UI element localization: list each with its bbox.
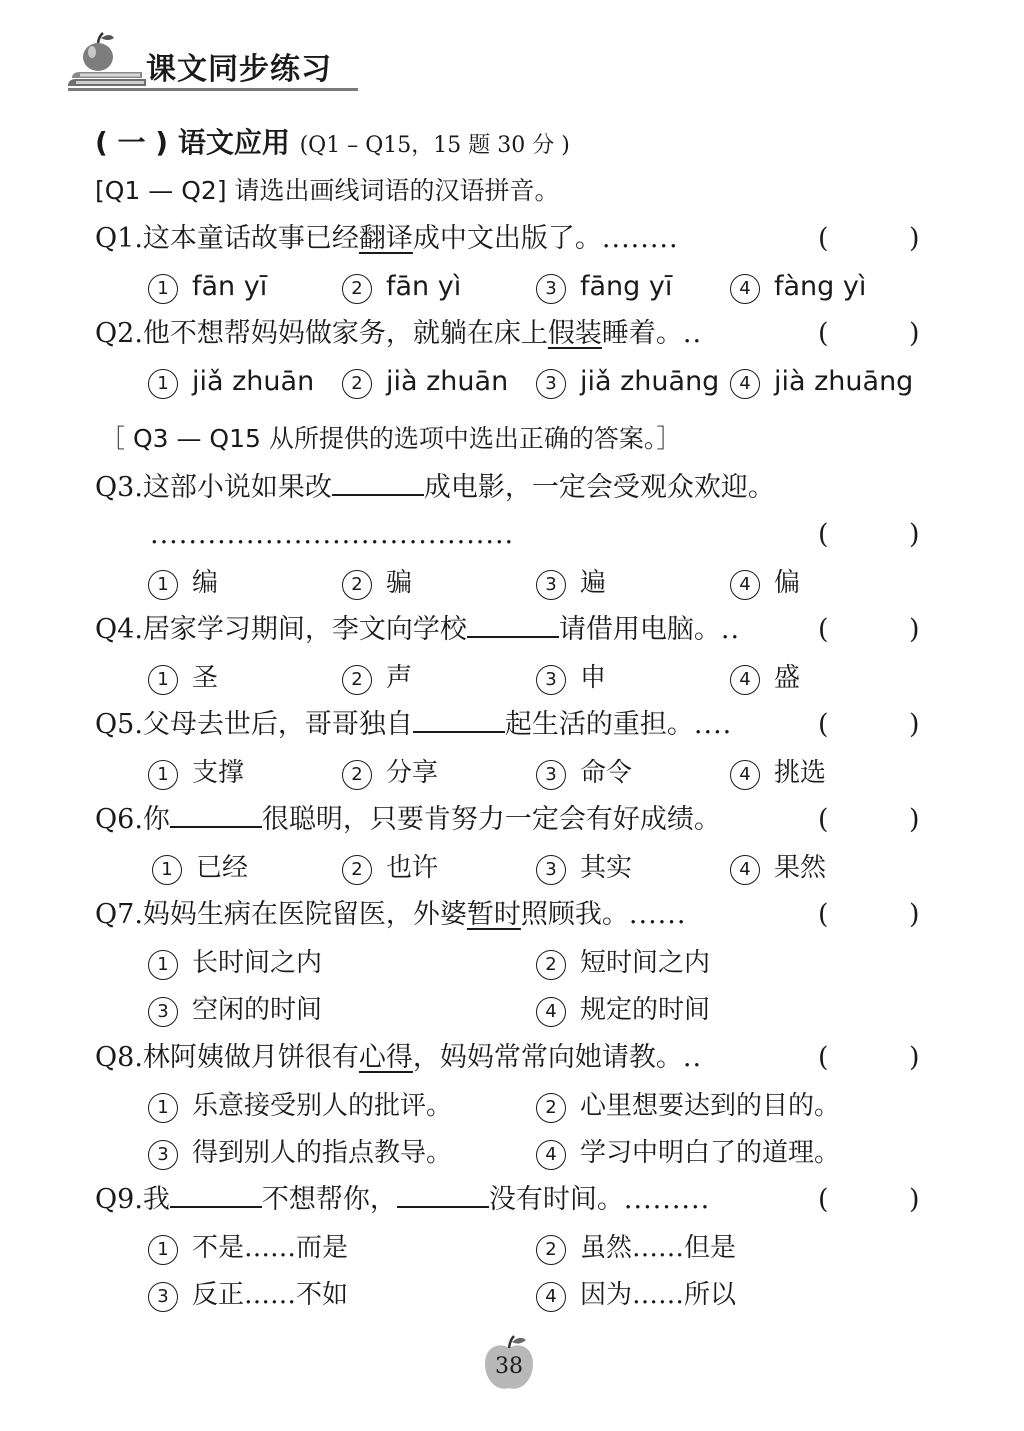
option-text: 申: [580, 663, 607, 693]
option-q1-4: [730, 270, 866, 304]
option-marker: 3: [148, 1140, 178, 1170]
instruction-q3-q15: ［ Q3 — Q15 从所提供的选项中选出正确的答案。］: [100, 424, 682, 453]
option-text: fāng yī: [580, 271, 673, 302]
underlined-word: 假装: [547, 318, 602, 349]
option-q5-2: [342, 756, 438, 790]
option-marker: 1: [148, 950, 178, 980]
option-marker: 2: [342, 274, 372, 304]
answer-paren-close: ): [909, 709, 920, 740]
page-number-badge: [482, 1334, 536, 1394]
leader-dots: ......................................: [150, 519, 515, 550]
option-text: 因为……所以: [580, 1280, 737, 1310]
option-marker: 1: [148, 760, 178, 790]
option-text: 长时间之内: [192, 948, 323, 978]
option-text: 学习中明白了的道理。: [580, 1138, 841, 1168]
option-marker: 4: [536, 997, 566, 1027]
leader-dots: ......: [628, 899, 687, 930]
answer-blank: [170, 1184, 262, 1208]
option-q5-3: [536, 756, 632, 790]
option-text: 骗: [386, 568, 413, 598]
question-text: 成中文出版了。: [412, 223, 602, 254]
header-title: 课文同步练习: [146, 52, 332, 87]
option-text: 也许: [386, 853, 439, 883]
option-marker: 3: [536, 369, 566, 399]
answer-paren-close: ): [909, 223, 920, 254]
option-text: jiǎ zhuān: [192, 366, 315, 397]
option-q4-2: [342, 661, 412, 695]
option-q8-4: [536, 1136, 840, 1170]
option-marker: 3: [536, 274, 566, 304]
question-number: Q5.: [95, 709, 143, 740]
option-q7-3: [148, 993, 322, 1027]
option-marker: 1: [148, 274, 178, 304]
option-marker: 3: [148, 1282, 178, 1312]
question-number: Q4.: [95, 614, 143, 645]
section-note: (Q1 – Q15，15 题 30 分 ): [299, 133, 570, 158]
option-text: jià zhuāng: [774, 366, 914, 397]
option-marker: 3: [536, 665, 566, 695]
option-text: 编: [192, 568, 219, 598]
underlined-word: 暂时: [466, 899, 521, 930]
option-q3-3: [536, 566, 606, 600]
option-q8-3: [148, 1136, 452, 1170]
option-text: 短时间之内: [580, 948, 711, 978]
answer-paren-open: (: [818, 804, 829, 835]
option-q2-1: [148, 365, 314, 399]
option-q2-3: [536, 365, 719, 399]
option-q6-1: [152, 851, 248, 885]
leader-dots: ..: [682, 1042, 703, 1073]
question-number: Q1.: [95, 223, 143, 254]
option-marker: 1: [148, 369, 178, 399]
question-number: Q2.: [95, 318, 143, 349]
option-text: jiǎ zhuāng: [580, 366, 720, 397]
question-text: 你: [142, 804, 170, 835]
option-q5-4: [730, 756, 826, 790]
option-marker: 4: [536, 1282, 566, 1312]
option-text: 得到别人的指点教导。: [192, 1138, 453, 1168]
answer-paren-open: (: [818, 1042, 829, 1073]
option-marker: 4: [730, 665, 760, 695]
option-q9-2: [536, 1231, 736, 1265]
question-text: 请借用电脑。: [558, 614, 721, 645]
question-text: 很聪明，只要肯努力一定会有好成绩。: [261, 804, 721, 835]
answer-paren-close: ): [909, 804, 920, 835]
option-q1-1: [148, 270, 267, 304]
question-text: 起生活的重担。: [504, 709, 694, 740]
question-q7: [95, 898, 686, 932]
option-marker: 1: [152, 855, 182, 885]
option-text: 空闲的时间: [192, 995, 323, 1025]
option-q4-4: [730, 661, 800, 695]
option-text: fān yī: [192, 271, 268, 302]
answer-blank: [413, 709, 505, 733]
option-text: 支撑: [192, 758, 245, 788]
question-text: 妈妈生病在医院留医，外婆: [142, 899, 467, 930]
option-text: 已经: [196, 853, 249, 883]
option-q6-2: [342, 851, 438, 885]
answer-paren-open: (: [818, 318, 829, 349]
option-text: 乐意接受别人的批评。: [192, 1091, 453, 1121]
option-text: fān yì: [386, 271, 462, 302]
option-q8-2: [536, 1089, 840, 1123]
option-q8-1: [148, 1089, 452, 1123]
option-q2-4: [730, 365, 913, 399]
answer-blank: [397, 1184, 489, 1208]
page-number: 38: [495, 1354, 523, 1379]
question-q9: [95, 1183, 710, 1217]
option-marker: 2: [342, 369, 372, 399]
question-q1: [95, 222, 679, 256]
option-q9-4: [536, 1278, 736, 1312]
leader-dots: ..: [682, 318, 703, 349]
question-text: 父母去世后，哥哥独自: [142, 709, 413, 740]
option-marker: 3: [536, 760, 566, 790]
answer-paren-open: (: [818, 519, 829, 550]
option-marker: 4: [730, 274, 760, 304]
question-q3: [95, 471, 775, 505]
question-text: 我: [142, 1184, 170, 1215]
question-q2: [95, 317, 702, 351]
option-text: 其实: [580, 853, 633, 883]
option-marker: 2: [342, 760, 372, 790]
option-q6-4: [730, 851, 826, 885]
option-text: 声: [386, 663, 413, 693]
answer-blank: [467, 614, 559, 638]
option-marker: 4: [730, 760, 760, 790]
option-q5-1: [148, 756, 244, 790]
option-q3-1: [148, 566, 218, 600]
question-text: 居家学习期间，李文向学校: [142, 614, 467, 645]
option-text: 分享: [386, 758, 439, 788]
question-number: Q8.: [95, 1042, 143, 1073]
option-text: jià zhuān: [386, 366, 509, 397]
option-q7-1: [148, 946, 322, 980]
question-number: Q3.: [95, 472, 143, 503]
leader-dots: .........: [623, 1184, 711, 1215]
option-text: 反正……不如: [192, 1280, 349, 1310]
answer-paren-close: ): [909, 519, 920, 550]
option-q9-1: [148, 1231, 348, 1265]
option-marker: 3: [536, 855, 566, 885]
leader-dots: ....: [693, 709, 733, 740]
option-marker: 3: [536, 570, 566, 600]
option-marker: 1: [148, 1093, 178, 1123]
option-marker: 2: [342, 855, 372, 885]
underlined-word: 翻译: [358, 223, 413, 254]
answer-paren-open: (: [818, 1184, 829, 1215]
question-text: 这部小说如果改: [142, 472, 332, 503]
option-text: 果然: [774, 853, 827, 883]
answer-paren-close: ): [909, 318, 920, 349]
option-text: 命令: [580, 758, 633, 788]
answer-paren-close: ): [909, 1042, 920, 1073]
answer-paren-open: (: [818, 899, 829, 930]
option-text: 虽然……但是: [580, 1233, 737, 1263]
option-text: 规定的时间: [580, 995, 711, 1025]
question-text: 没有时间。: [488, 1184, 624, 1215]
option-text: 圣: [192, 663, 219, 693]
option-marker: 1: [148, 1235, 178, 1265]
option-q7-2: [536, 946, 710, 980]
question-text: 成电影，一定会受观众欢迎。: [423, 472, 775, 503]
option-marker: 2: [342, 570, 372, 600]
option-marker: 3: [148, 997, 178, 1027]
question-text: ，妈妈常常向她请教。: [412, 1042, 683, 1073]
option-text: 盛: [774, 663, 801, 693]
option-q7-4: [536, 993, 710, 1027]
answer-blank: [332, 472, 424, 496]
option-q1-3: [536, 270, 672, 304]
instruction-q1-q2: [Q1 — Q2] 请选出画线词语的汉语拼音。: [95, 176, 560, 205]
answer-paren-close: ): [909, 899, 920, 930]
question-text: 他不想帮妈妈做家务，就躺在床上: [142, 318, 548, 349]
answer-blank: [170, 804, 262, 828]
option-marker: 1: [148, 570, 178, 600]
question-text: 不想帮你，: [261, 1184, 397, 1215]
question-number: Q9.: [95, 1184, 143, 1215]
option-q9-3: [148, 1278, 348, 1312]
option-marker: 4: [730, 570, 760, 600]
answer-paren-open: (: [818, 223, 829, 254]
question-q8: [95, 1041, 702, 1075]
question-q4: [95, 613, 740, 647]
option-marker: 2: [536, 1235, 566, 1265]
option-q2-2: [342, 365, 508, 399]
option-marker: 2: [536, 950, 566, 980]
question-text: 睡着。: [601, 318, 683, 349]
leader-dots: ..: [720, 614, 741, 645]
option-marker: 4: [730, 855, 760, 885]
question-q6: [95, 803, 721, 837]
answer-paren-close: ): [909, 1184, 920, 1215]
question-number: Q7.: [95, 899, 143, 930]
question-text: 这本童话故事已经: [142, 223, 359, 254]
option-marker: 1: [148, 665, 178, 695]
option-marker: 4: [730, 369, 760, 399]
option-q3-4: [730, 566, 800, 600]
option-q4-1: [148, 661, 218, 695]
answer-paren-open: (: [818, 614, 829, 645]
option-q6-3: [536, 851, 632, 885]
section-title: [95, 126, 570, 163]
leader-dots: ........: [601, 223, 679, 254]
option-marker: 2: [342, 665, 372, 695]
option-q3-2: [342, 566, 412, 600]
option-text: 遍: [580, 568, 607, 598]
answer-paren-open: (: [818, 709, 829, 740]
option-text: 偏: [774, 568, 801, 598]
question-text: 照顾我。: [520, 899, 629, 930]
question-number: Q6.: [95, 804, 143, 835]
section-title-text: ( 一 ) 语文应用: [95, 126, 290, 159]
option-marker: 2: [536, 1093, 566, 1123]
option-marker: 4: [536, 1140, 566, 1170]
option-text: 挑选: [774, 758, 827, 788]
option-text: 心里想要达到的目的。: [580, 1091, 841, 1121]
answer-paren-close: ): [909, 614, 920, 645]
question-text: 林阿姨做月饼很有: [142, 1042, 359, 1073]
page-header: [0, 0, 1024, 110]
underlined-word: 心得: [358, 1042, 413, 1073]
question-q5: [95, 708, 732, 742]
option-text: 不是……而是: [192, 1233, 349, 1263]
option-text: fàng yì: [774, 271, 867, 302]
option-q4-3: [536, 661, 606, 695]
option-q1-2: [342, 270, 461, 304]
